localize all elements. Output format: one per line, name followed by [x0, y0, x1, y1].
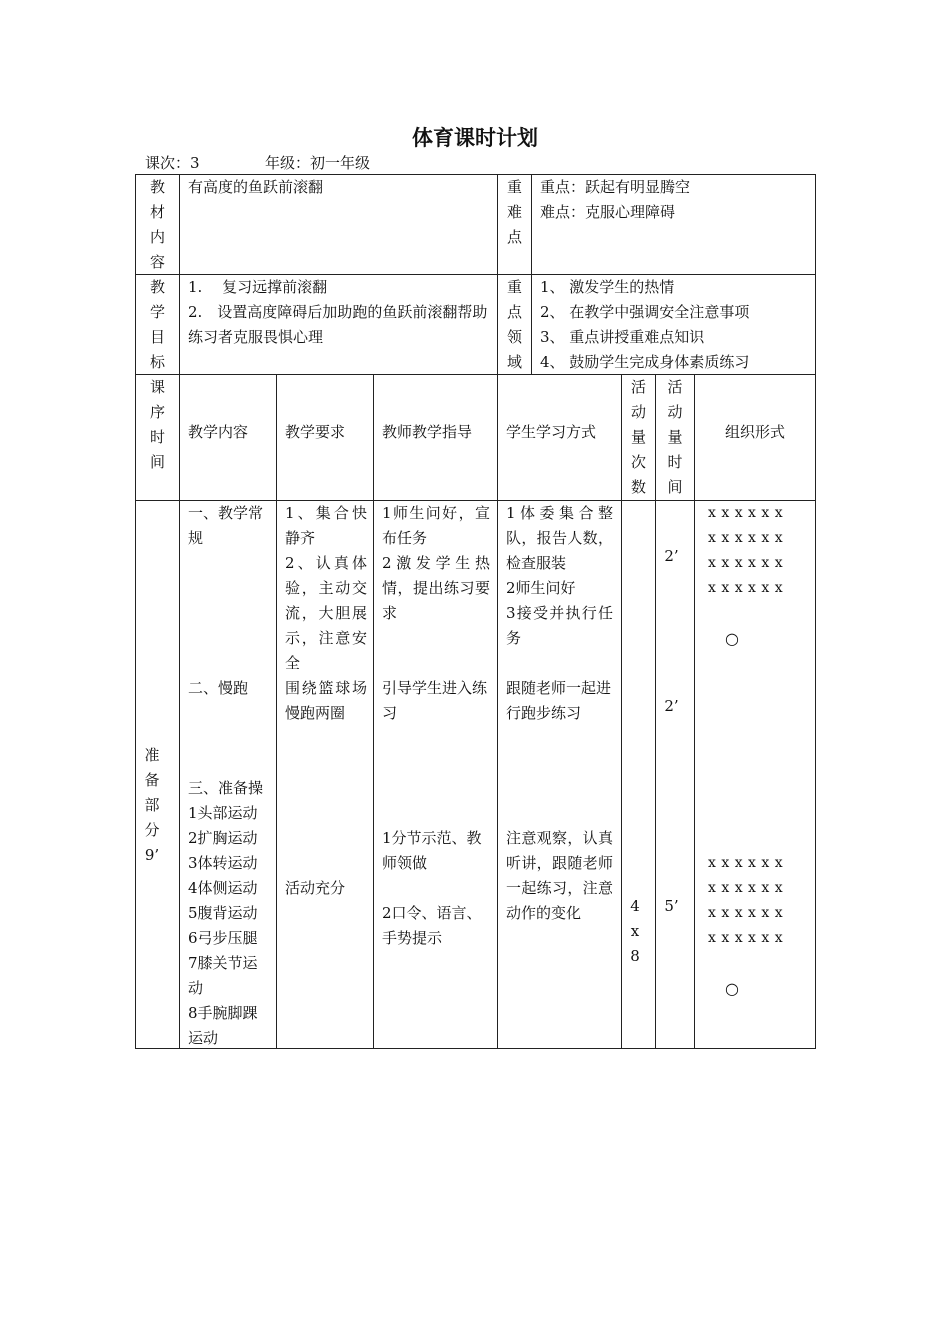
student-jogging: 跟随老师一起进行跑步练习: [506, 679, 612, 722]
header-student-learning: 学生学习方式: [506, 423, 597, 441]
activity-time-warmup: 5’: [664, 897, 679, 915]
header-teaching-requirement: 教学要求: [285, 423, 346, 441]
lesson-number: 课次：3: [145, 154, 200, 172]
requirement-warmup: 活动充分: [285, 879, 346, 897]
section-preparation-label: 准 备 部 分 9’: [144, 746, 160, 864]
content-warmup: 三、准备操 1头部运动 2扩胸运动 3体转运动 4体侧运动 5腹背运动 6弓步压腿 7膝关节运动 8手腕脚踝运动: [188, 779, 264, 1047]
teaching-goals: 1. 复习远撑前滚翻 2. 设置高度障碍后加助跑的鱼跃前滚翻帮助练习者克服畏惧心理: [188, 278, 488, 346]
grade-level: 年级：初一年级: [265, 154, 371, 172]
content-jogging: 二、慢跑: [188, 679, 249, 697]
formation-rows-warmup: x x x x x x x x x x x x x x x x x x x x x x x x: [708, 855, 784, 946]
header-organization: 组织形式: [724, 423, 785, 441]
requirement-routine: 1、集合快静齐 2、认真体验，主动交流，大胆展示，注意安全: [285, 504, 367, 672]
header-teacher-guidance: 教师教学指导: [382, 423, 473, 441]
requirement-jogging: 围绕篮球场慢跑两圈: [285, 679, 367, 722]
header-activity-time: 活 动 量 时 间: [667, 378, 683, 496]
guidance-warmup-demo: 1分节示范、教师领做: [382, 829, 482, 872]
teaching-material-content: 有高度的鱼跃前滚翻: [188, 178, 324, 196]
teaching-goals-label: 教 学 目 标: [149, 278, 165, 371]
guidance-jogging: 引导学生进入练习: [382, 679, 488, 722]
teaching-material-label: 教 材 内 容: [149, 178, 165, 271]
teacher-position-marker: ○: [725, 629, 739, 648]
key-domain-label: 重 点 领 域: [506, 278, 522, 371]
student-warmup: 注意观察，认真听讲，跟随老师一起练习，注意动作的变化: [506, 829, 613, 922]
guidance-routine: 1师生问好，宣布任务 2激发学生热情，提出练习要求: [382, 504, 490, 622]
activity-time-routine: 2’: [664, 547, 679, 565]
key-difficulty-label: 重 难 点: [506, 178, 522, 246]
header-activity-count: 活 动 量 次 数: [630, 378, 646, 496]
key-difficulty-points: 重点：跃起有明显腾空 难点：克服心理障碍: [540, 178, 691, 221]
activity-count-warmup: 4 x 8: [630, 897, 640, 965]
teacher-position-marker-2: ○: [725, 979, 739, 998]
guidance-warmup-cues: 2口令、语言、手势提示: [382, 904, 482, 947]
content-routine: 一、教学常规: [188, 504, 264, 547]
formation-rows-routine: x x x x x x x x x x x x x x x x x x x x x x x x: [708, 505, 784, 596]
key-domains: 1、 激发学生的热情 2、 在教学中强调安全注意事项 3、 重点讲授重难点知识 4、 鼓励学生完成身体素质练习: [540, 278, 750, 371]
header-order-time: 课 序 时 间: [149, 378, 165, 471]
header-teaching-content: 教学内容: [188, 423, 249, 441]
page-title: 体育课时计划: [412, 125, 538, 150]
student-routine: 1体委集合整队，报告人数，检查服装 2师生问好 3接受并执行任务: [506, 504, 613, 647]
activity-time-jogging: 2’: [664, 697, 679, 715]
